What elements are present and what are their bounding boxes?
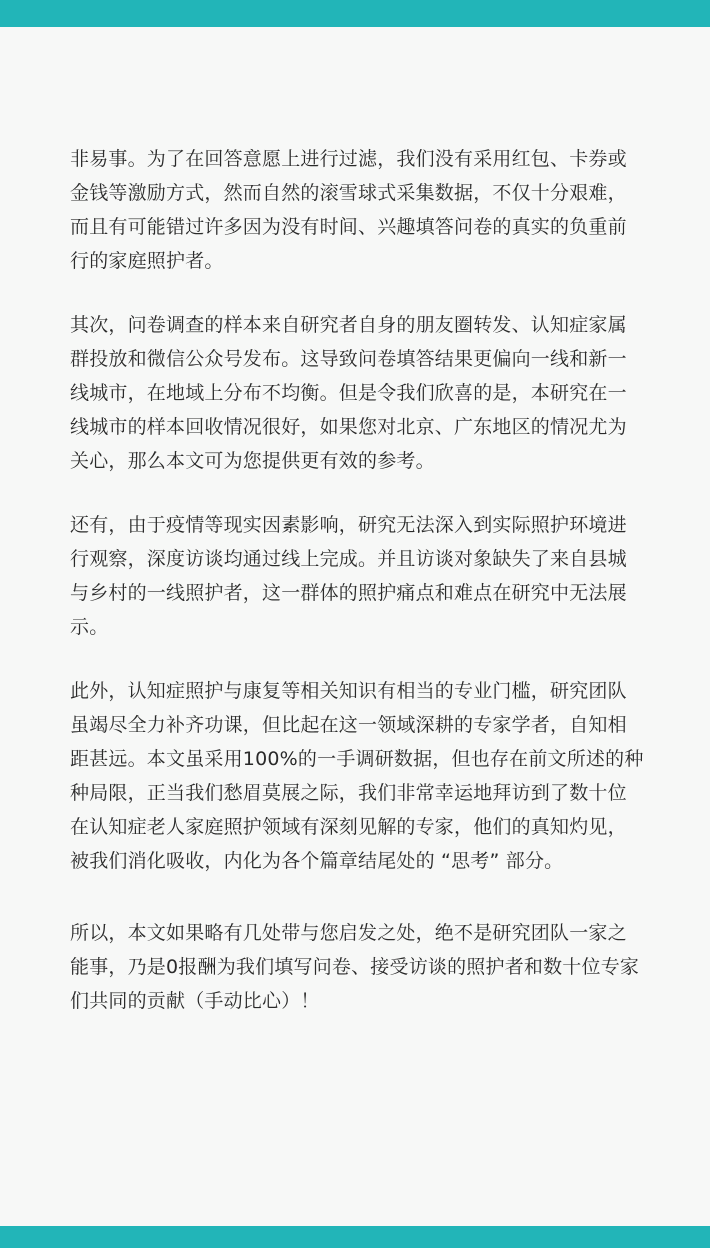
article-body: [70, 142, 645, 1048]
paragraph-1: 非易事。为了在回答意愿上进行过滤，我们没有采用红包、卡券或金钱等激励方式，然而自然的滚雪球式采集数据，不仅十分艰难，而且有可能错过许多因为没有时间、兴趣填答问卷的真实的负重前行的家庭照护者。: [70, 148, 627, 272]
paragraph-5: 所以，本文如果略有几处带与您启发之处，绝不是研究团队一家之能事，乃是0报酬为我们填写问卷、接受访谈的照护者和数十位专家们共同的贡献（手动比心）！: [70, 922, 640, 1012]
paragraph-3: 还有，由于疫情等现实因素影响，研究无法深入到实际照护环境进行观察，深度访谈均通过线上完成。并且访谈对象缺失了来自县城与乡村的一线照护者，这一群体的照护痛点和难点在研究中无法展示。: [70, 514, 627, 638]
paragraph-4: 此外，认知症照护与康复等相关知识有相当的专业门槛，研究团队虽竭尽全力补齐功课，但比起在这一领域深耕的专家学者，自知相距甚远。本文虽采用100%的一手调研数据，但也存在前文所述的种种局限，正当我们愁眉莫展之际，我们非常幸运地拜访到了数十位在认知症老人家庭照护领域有深刻见解的专家，他们的真知灼见，被我们消化吸收，内化为各个篇章结尾处的 “思考” 部分。: [70, 680, 644, 872]
top-accent-bar: [0, 0, 710, 27]
bottom-accent-bar: [0, 1226, 710, 1248]
paragraph-2: 其次，问卷调查的样本来自研究者自身的朋友圈转发、认知症家属群投放和微信公众号发布。这导致问卷填答结果更偏向一线和新一线城市，在地域上分布不均衡。但是令我们欣喜的是，本研究在一线城市的样本回收情况很好，如果您对北京、广东地区的情况尤为关心，那么本文可为您提供更有效的参考。: [70, 314, 627, 472]
